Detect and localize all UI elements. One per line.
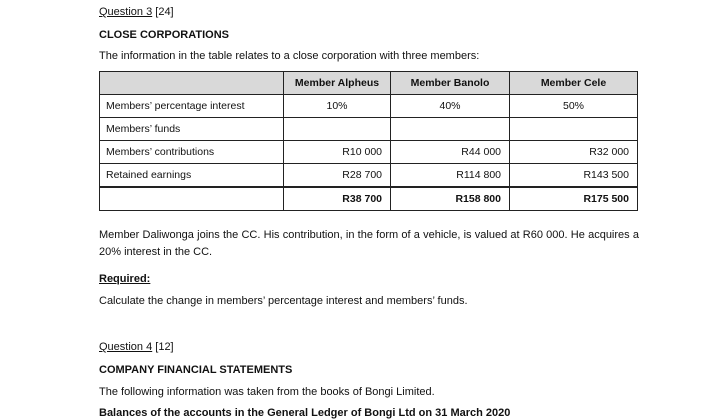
cell-banolo: 40% bbox=[391, 95, 510, 118]
total-cele: R175 500 bbox=[510, 187, 638, 211]
total-alpheus: R38 700 bbox=[284, 187, 391, 211]
question-3-paragraph: Member Daliwonga joins the CC. His contribution, in the form of a vehicle, is valued at R60 000. He acquires a 20% interest in the CC. bbox=[99, 229, 639, 258]
question-3-intro: The information in the table relates to a close corporation with three members: bbox=[99, 50, 480, 62]
question-4-heading bbox=[99, 341, 174, 353]
question-3-heading bbox=[99, 6, 174, 18]
row-label: Retained earnings bbox=[100, 164, 284, 188]
table-header-row bbox=[100, 72, 638, 95]
question-3-title: Question 3 bbox=[99, 6, 153, 18]
header-member-alpheus: Member Alpheus bbox=[284, 72, 391, 95]
cell-banolo: R114 800 bbox=[391, 164, 510, 188]
header-cell-blank bbox=[100, 72, 284, 95]
table-row-retained-earnings bbox=[100, 164, 638, 188]
cell-alpheus bbox=[284, 118, 391, 141]
cell-banolo bbox=[391, 118, 510, 141]
section-heading-company-financial-statements: COMPANY FINANCIAL STATEMENTS bbox=[99, 364, 293, 376]
total-banolo: R158 800 bbox=[391, 187, 510, 211]
required-text: Calculate the change in members’ percentage interest and members’ funds. bbox=[99, 295, 468, 307]
row-label: Members’ percentage interest bbox=[100, 95, 284, 118]
section-heading-close-corporations: CLOSE CORPORATIONS bbox=[99, 29, 229, 41]
question-4-marks: [12] bbox=[155, 341, 174, 353]
question-4-subheading: Balances of the accounts in the General Ledger of Bongi Ltd on 31 March 2020 bbox=[99, 407, 511, 419]
required-label: Required: bbox=[99, 273, 151, 285]
cell-cele: R32 000 bbox=[510, 141, 638, 164]
question-3-marks: [24] bbox=[155, 6, 174, 18]
cell-alpheus: 10% bbox=[284, 95, 391, 118]
cell-cele: R143 500 bbox=[510, 164, 638, 188]
table-row-members-funds bbox=[100, 118, 638, 141]
row-label: Members’ contributions bbox=[100, 141, 284, 164]
table-row-percentage-interest bbox=[100, 95, 638, 118]
members-table bbox=[99, 71, 638, 211]
row-label: Members’ funds bbox=[100, 118, 284, 141]
cell-alpheus: R10 000 bbox=[284, 141, 391, 164]
cell-banolo: R44 000 bbox=[391, 141, 510, 164]
cell-cele: 50% bbox=[510, 95, 638, 118]
table-row-members-contributions bbox=[100, 141, 638, 164]
total-label-cell bbox=[100, 187, 284, 211]
question-4-intro: The following information was taken from the books of Bongi Limited. bbox=[99, 386, 435, 398]
header-member-cele: Member Cele bbox=[510, 72, 638, 95]
cell-cele bbox=[510, 118, 638, 141]
header-member-banolo: Member Banolo bbox=[391, 72, 510, 95]
table-row-totals bbox=[100, 187, 638, 211]
question-4-title: Question 4 bbox=[99, 341, 153, 353]
cell-alpheus: R28 700 bbox=[284, 164, 391, 188]
